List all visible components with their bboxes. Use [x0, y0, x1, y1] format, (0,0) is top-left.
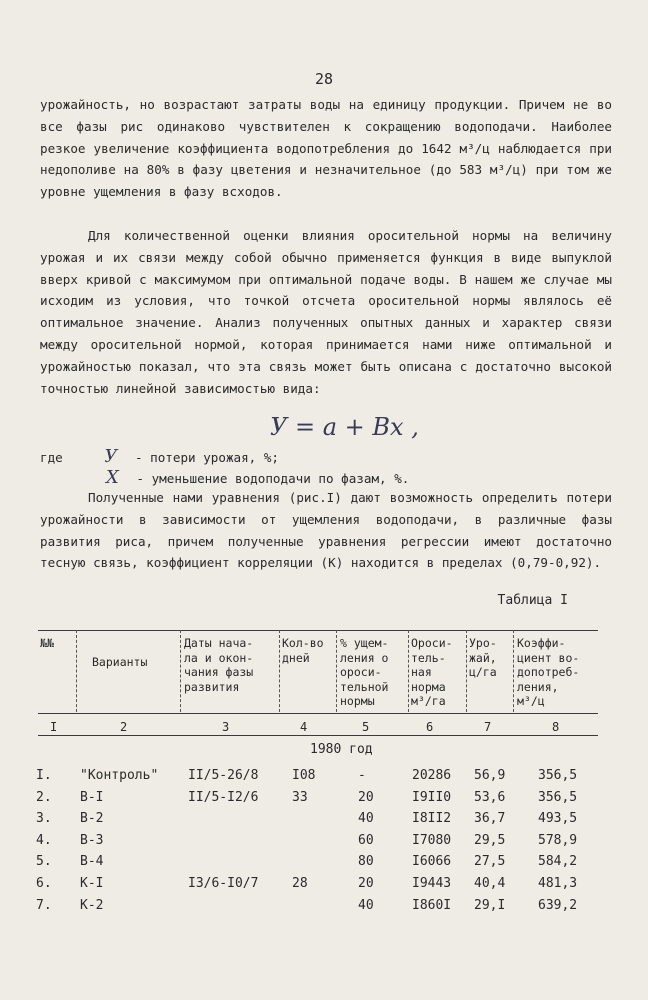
table-cell: 6. — [36, 876, 52, 891]
table-cell: 481,3 — [538, 876, 578, 891]
table-cell: 20 — [358, 789, 374, 805]
table-cell: I860I — [412, 897, 452, 913]
table-cell: II/5-I2/6 — [188, 789, 259, 805]
table-number-rule — [38, 735, 598, 736]
column-number: 4 — [300, 720, 308, 734]
table-cell: 36,7 — [474, 811, 506, 827]
table-cell: I9443 — [412, 876, 452, 891]
table-cell: 639,2 — [538, 897, 578, 913]
table-header-rule — [38, 713, 598, 714]
table-cell: 29,5 — [474, 832, 506, 848]
col-divider — [513, 630, 514, 712]
table-cell: 5. — [36, 854, 52, 870]
table-cell: I6066 — [412, 854, 452, 870]
column-header: Коэффи- циент во- допотреб- ления, м³/ц — [517, 636, 580, 708]
table-cell: 493,5 — [538, 811, 578, 827]
table-row — [0, 898, 648, 918]
table-cell: 33 — [292, 789, 308, 805]
column-number: 2 — [120, 720, 128, 734]
table-cell: 4. — [36, 832, 52, 848]
table-cell: I08 — [292, 768, 316, 783]
table-cell: I8II2 — [412, 811, 452, 827]
var-y-description: - потери урожая, %; — [134, 450, 280, 465]
table-row — [0, 833, 648, 853]
table-cell: II/5-26/8 — [188, 768, 259, 783]
table-cell: В-2 — [80, 811, 104, 827]
table-cell: 20 — [358, 876, 374, 891]
table-cell: 356,5 — [538, 768, 578, 783]
table-cell: I7080 — [412, 832, 452, 848]
column-number: I — [50, 720, 58, 734]
var-x-description: - уменьшение водоподачи по фазам, %. — [136, 471, 410, 486]
table-cell: 578,9 — [538, 832, 578, 848]
column-header: Варианты — [92, 655, 148, 669]
table-cell: 40,4 — [474, 876, 506, 891]
column-number: 6 — [426, 720, 434, 734]
table-top-rule — [38, 630, 598, 631]
page-number: 28 — [314, 70, 334, 88]
table-cell: 53,6 — [474, 789, 506, 805]
column-number: 8 — [552, 720, 560, 734]
table-cell: 29,I — [474, 897, 506, 913]
column-header: Ороси- тель- ная норма м³/га — [411, 636, 453, 708]
table-row — [0, 790, 648, 810]
table-cell: 56,9 — [474, 768, 506, 783]
table-cell: К-2 — [80, 897, 104, 913]
table-cell: - — [358, 768, 366, 783]
table-row — [0, 854, 648, 874]
column-number: 3 — [222, 720, 230, 734]
table-cell: В-3 — [80, 832, 104, 848]
where-label: где — [40, 450, 63, 465]
table-row — [0, 876, 648, 896]
table-cell: В-I — [80, 789, 104, 805]
table-cell: I. — [36, 768, 52, 783]
table-row — [0, 811, 648, 831]
table-cell: "Контроль" — [80, 768, 159, 783]
column-header: Даты нача- ла и окон- чания фазы развития — [184, 636, 254, 694]
table-caption: Таблица I — [497, 593, 568, 608]
col-divider — [279, 630, 280, 712]
table-cell: 20286 — [412, 768, 452, 783]
col-divider — [180, 630, 181, 712]
column-header: % ущем- ления о ороси- тельной нормы — [340, 636, 389, 708]
table-cell: 7. — [36, 897, 52, 913]
column-header: Уро- жай, ц/га — [469, 636, 497, 679]
paragraph-3: Полученные нами уравнения (рис.I) дают возможность определить потери урожайности в зависимости от ущемления водоподачи, в различные фазы развития риса, причем полученные уравнения регрессии имеют достаточно тесную связь, коэффициент корреляции (К) находится в пределах (0,79-0,92). — [40, 490, 612, 571]
column-number: 7 — [484, 720, 492, 734]
table-cell: 356,5 — [538, 789, 578, 805]
table-cell: 40 — [358, 897, 374, 913]
paragraph-1: урожайность, но возрастают затраты воды на единицу продукции. Причем не во все фазы рис одинаково чувствителен к сокращению водоподачи. Наиболее резкое увеличение коэффициента водопотребления до 1642 м³/ц наблюдается при недополиве на 80% в фазу цветения и незначительное (до 583 м³/ц) при том же уровне ущемления в фазу всходов. — [40, 97, 612, 200]
formula-legend-line-1 — [40, 446, 279, 467]
table-cell: 40 — [358, 811, 374, 827]
table-cell: I3/6-I0/7 — [188, 876, 259, 891]
table-cell: 3. — [36, 811, 52, 827]
table-cell: 27,5 — [474, 854, 506, 870]
table-cell: 60 — [358, 832, 374, 848]
table-cell: К-I — [80, 876, 104, 891]
paragraph-2: Для количественной оценки влияния оросительной нормы на величину урожая и их связи между собой обычно применяется функция в виде выпуклой вверх кривой с максимумом при оптимальной подаче воды. В нашем же случае мы исходим из условия, что точкой отсчета оросительной нормы являлось её оптимальное значение. Анализ полученных опытных данных и характер связи между оросительной нормой, которая принимается нами ниже оптимальной и урожайностью показал, что эта связь может быть описана с достаточно высокой точностью линейной зависимостью вида: — [40, 228, 612, 396]
column-number: 5 — [362, 720, 370, 734]
col-divider — [408, 630, 409, 712]
year-label: 1980 год — [310, 742, 373, 757]
column-header: Кол-во дней — [282, 636, 324, 665]
formula-legend-line-2 — [106, 467, 409, 488]
table-cell: В-4 — [80, 854, 104, 870]
col-divider — [466, 630, 467, 712]
table-cell: 2. — [36, 789, 52, 805]
table-row — [0, 768, 648, 788]
table-cell: 28 — [292, 876, 308, 891]
col-divider — [76, 630, 77, 712]
table-cell: 584,2 — [538, 854, 578, 870]
col-divider — [336, 630, 337, 712]
var-y-symbol: У — [104, 446, 118, 467]
column-header: №№ — [40, 636, 54, 650]
table-cell: I9II0 — [412, 789, 452, 805]
regression-formula: У = а + Вх , — [270, 413, 419, 441]
table-cell: 80 — [358, 854, 374, 870]
var-x-symbol: Х — [106, 467, 119, 488]
